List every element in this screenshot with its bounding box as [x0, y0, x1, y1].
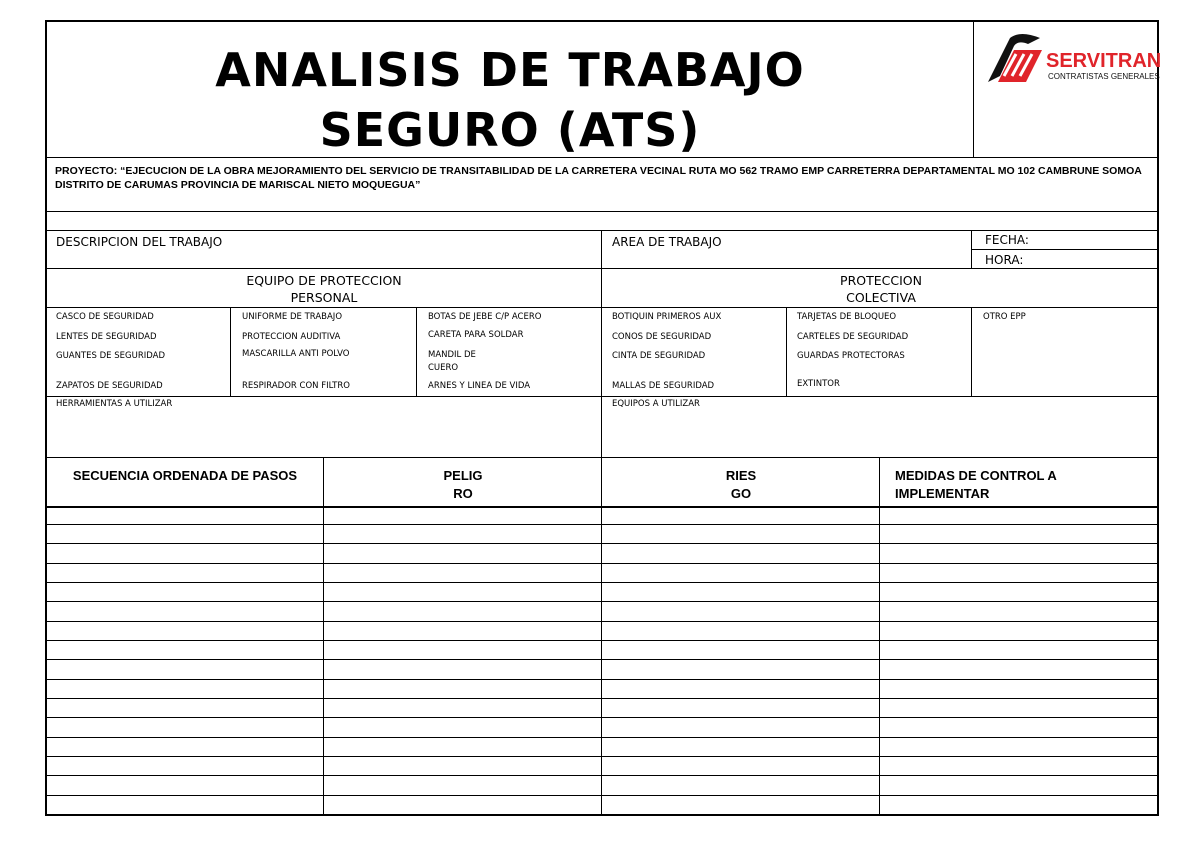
secuencia-header: SECUENCIA ORDENADA DE PASOS: [72, 468, 298, 483]
item-extintor: EXTINTOR: [797, 379, 840, 389]
blank-row-line: [45, 230, 1159, 231]
col-header-line-1: PROTECCION: [840, 273, 922, 288]
table-row-line: [45, 543, 1159, 544]
items-divider-1: [230, 307, 231, 396]
header-bottom-line: [45, 157, 1159, 158]
riesgo-header-line-2: GO: [730, 486, 752, 501]
fields-bottom-line: [45, 268, 1159, 269]
item-cinta: CINTA DE SEGURIDAD: [612, 351, 706, 361]
riesgo-header-line-1: RIES: [725, 468, 757, 483]
items-divider-3: [786, 307, 787, 396]
epp-col-divider: [601, 268, 602, 458]
form-title: [47, 40, 973, 160]
steps-divider-2: [601, 457, 602, 816]
title-line-2: SEGURO (ATS): [319, 103, 701, 157]
fecha-hora-line: [971, 249, 1159, 250]
table-row-line: [45, 524, 1159, 525]
project-bottom-line: [45, 211, 1159, 212]
table-row-line: [45, 737, 1159, 738]
items-divider-4: [971, 307, 972, 396]
item-lentes: LENTES DE SEGURIDAD: [56, 332, 157, 342]
company-logo: [978, 30, 1162, 90]
item-botas: BOTAS DE JEBE C/P ACERO: [428, 312, 542, 322]
item-careta: CARETA PARA SOLDAR: [428, 330, 524, 340]
medidas-header-line-2: IMPLEMENTAR: [895, 486, 990, 501]
epp-header-line-2: PERSONAL: [290, 290, 358, 305]
hora-label: HORA:: [985, 253, 1024, 267]
items-divider-2: [416, 307, 417, 396]
steps-divider-3: [879, 457, 880, 816]
table-row-line: [45, 582, 1159, 583]
desc-area-divider: [601, 230, 602, 268]
table-row-line: [45, 563, 1159, 564]
section-header-bottom-line: [45, 307, 1159, 308]
item-arnes: ARNES Y LINEA DE VIDA: [428, 381, 531, 391]
descripcion-label: DESCRIPCION DEL TRABAJO: [56, 235, 223, 249]
item-mandil-line-1: MANDIL DE: [428, 350, 476, 360]
item-tarjetas: TARJETAS DE BLOQUEO: [797, 312, 897, 322]
item-conos: CONOS DE SEGURIDAD: [612, 332, 712, 342]
item-botiquin: BOTIQUIN PRIMEROS AUX: [612, 312, 722, 322]
title-line-1: ANALISIS DE TRABAJO: [215, 43, 805, 97]
epp-section-header: [47, 272, 601, 306]
colectiva-section-header: [603, 272, 1159, 306]
items-bottom-line: [45, 396, 1159, 397]
area-label: AREA DE TRABAJO: [612, 235, 722, 249]
table-row-line: [45, 775, 1159, 776]
fecha-label: FECHA:: [985, 233, 1029, 247]
logo-name: SERVITRAN: [1046, 50, 1162, 72]
peligro-header-line-1: PELIG: [443, 468, 483, 483]
item-respirador: RESPIRADOR CON FILTRO: [242, 381, 350, 391]
equipos-label: EQUIPOS A UTILIZAR: [612, 399, 700, 409]
table-row-line: [45, 506, 1159, 508]
table-row-line: [45, 756, 1159, 757]
table-row-line: [45, 659, 1159, 660]
item-mandil-line-2: CUERO: [428, 363, 459, 373]
logo-tagline: CONTRATISTAS GENERALES: [1048, 72, 1160, 81]
item-zapatos: ZAPATOS DE SEGURIDAD: [56, 381, 163, 391]
table-row-line: [45, 795, 1159, 796]
col-header-line-2: COLECTIVA: [846, 290, 916, 305]
project-line-1: PROYECTO: “EJECUCION DE LA OBRA MEJORAMIENTO DEL SERVICIO DE TRANSITABILIDAD DE LA CARRETERA VECINAL RUTA MO 562 TRAMO EMP CARRETERRA DEPARTAMENTAL MO 102 CAMBRUNE SOMOA: [55, 165, 1142, 177]
item-uniforme: UNIFORME DE TRABAJO: [242, 312, 343, 322]
item-mallas: MALLAS DE SEGURIDAD: [612, 381, 715, 391]
peligro-header: [325, 467, 601, 503]
title-logo-divider: [973, 20, 974, 157]
table-row-line: [45, 601, 1159, 602]
tools-bottom-line: [45, 457, 1159, 458]
table-row-line: [45, 621, 1159, 622]
peligro-header-line-2: RO: [453, 486, 473, 501]
epp-header-line-1: EQUIPO DE PROTECCION: [246, 273, 402, 288]
project-line-2: DISTRITO DE CARUMAS PROVINCIA DE MARISCAL NIETO MOQUEGUA”: [55, 179, 421, 191]
steps-divider-1: [323, 457, 324, 816]
medidas-header-line-1: MEDIDAS DE CONTROL A: [895, 468, 1057, 483]
item-mascarilla: MASCARILLA ANTI POLVO: [242, 349, 350, 359]
item-otro-epp: OTRO EPP: [983, 312, 1026, 322]
item-mandil: [428, 349, 476, 375]
item-auditiva: PROTECCION AUDITIVA: [242, 332, 341, 342]
item-guantes: GUANTES DE SEGURIDAD: [56, 351, 166, 361]
riesgo-header: [603, 467, 879, 503]
table-row-line: [45, 679, 1159, 680]
item-guardas: GUARDAS PROTECTORAS: [797, 351, 905, 361]
table-row-line: [45, 640, 1159, 641]
project-description: [55, 164, 1150, 192]
table-row-line: [45, 717, 1159, 718]
logo-mark-icon: [980, 32, 1044, 84]
item-casco: CASCO DE SEGURIDAD: [56, 312, 154, 322]
herramientas-label: HERRAMIENTAS A UTILIZAR: [56, 399, 173, 409]
medidas-header: [895, 467, 1157, 503]
table-row-line: [45, 698, 1159, 699]
item-carteles: CARTELES DE SEGURIDAD: [797, 332, 909, 342]
